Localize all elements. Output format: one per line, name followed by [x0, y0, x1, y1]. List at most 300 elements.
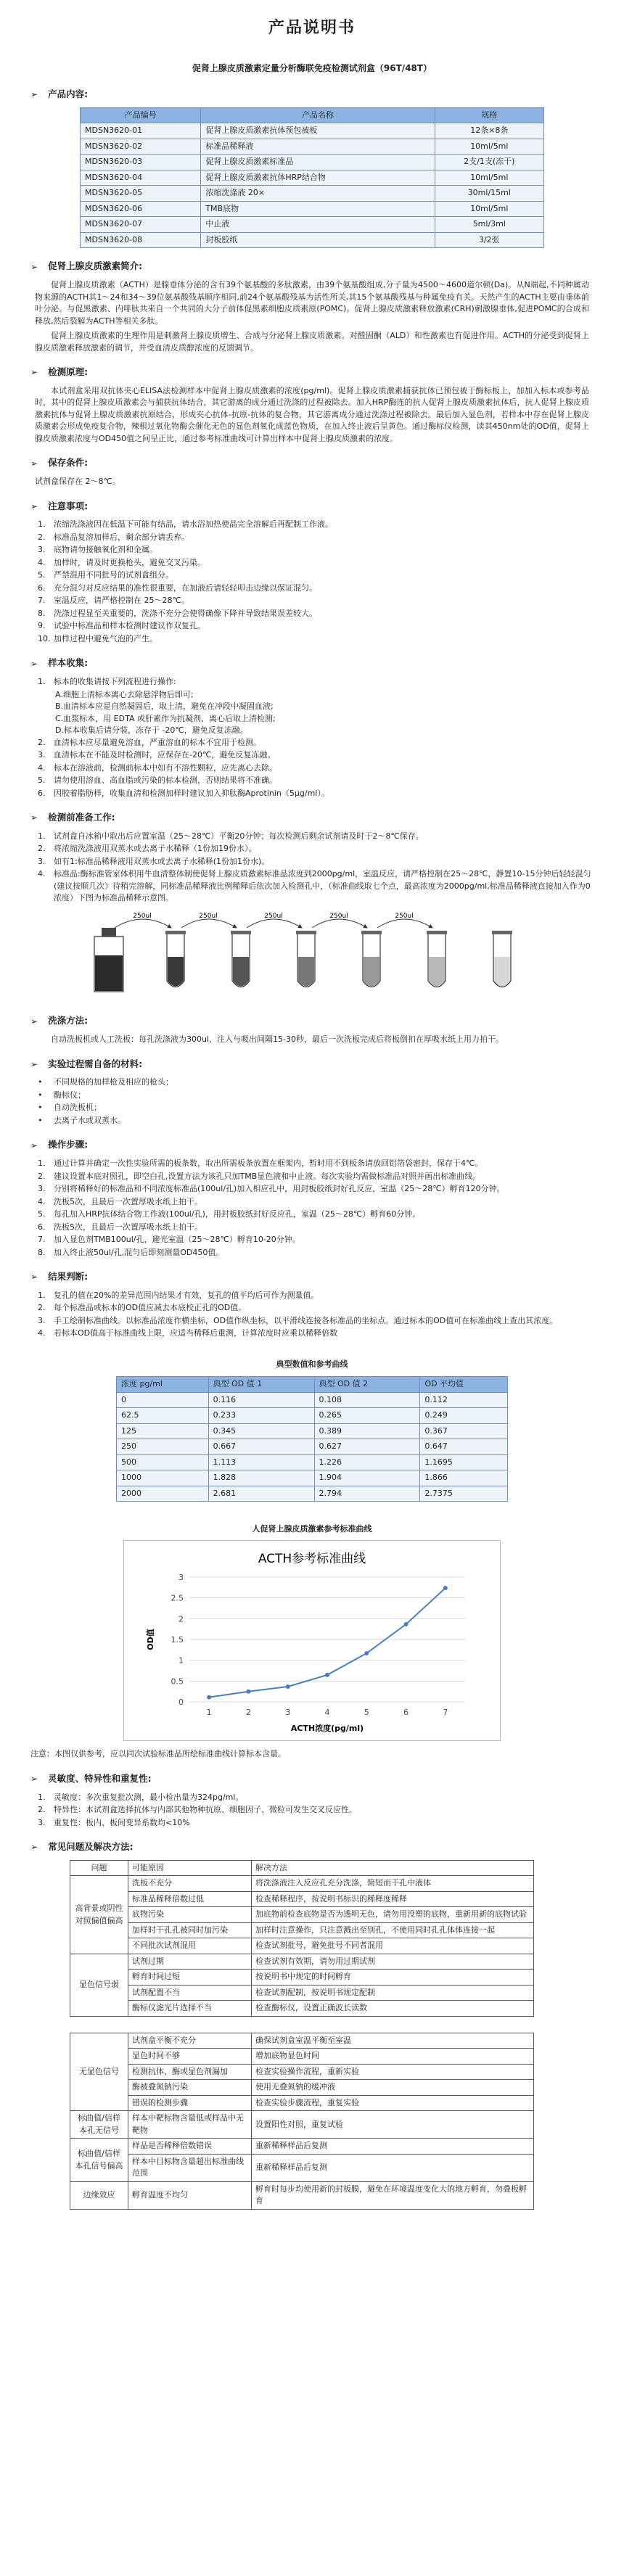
- list-number: 5.: [38, 570, 46, 580]
- list-number: 4.: [38, 1328, 46, 1338]
- table-cell: 浓缩洗涤液 20×: [201, 186, 435, 202]
- sample-list: [38, 676, 594, 688]
- table-row: [70, 1938, 534, 1954]
- list-item: [38, 569, 594, 582]
- list-number: 8.: [38, 608, 46, 618]
- transfer-volume-label: 250ul: [329, 912, 348, 920]
- problem-cell: 标曲值/信样本孔信号偏高: [70, 2139, 128, 2182]
- section-heading: ➢ 实验过程需自备的材料:: [30, 1058, 143, 1069]
- y-tick-label: 3: [178, 1572, 184, 1582]
- table-cell: 125: [117, 1423, 209, 1439]
- list-text: 洗板5次，且最后一次置厚吸水纸上拍干。: [54, 1196, 202, 1206]
- solution-cell: 检查稀释程序，按说明书标识的稀释度稀释: [252, 1891, 534, 1907]
- transfer-arrow-icon: [181, 919, 237, 928]
- list-text: 每个标准品或标本的OD值应减去本底校正孔的OD值。: [54, 1303, 247, 1313]
- cause-cell: 试剂盒平衡不充分: [128, 2033, 252, 2049]
- list-text: 每孔加入HRP抗体结合物工作液(100ul/孔)，用封板胶纸封好反应孔，室温（25～28℃）孵育60分钟。: [54, 1209, 421, 1219]
- arrow-bullet-icon: ➢: [30, 1058, 38, 1069]
- list-text: 分别将稀释好的标准品和不同浓度标准品(100ul/孔)加入相应孔中，用封板胶纸封好孔反应，室温（25～28℃）孵育120分钟。: [54, 1184, 505, 1193]
- list-text: 建议设置本底对照孔，即空白孔,设置方法为该孔只加TMB显色液和中止液。每次实验均需做标准品对照并画出标准曲线。: [54, 1171, 481, 1181]
- x-tick-label: 6: [403, 1707, 409, 1717]
- list-item: [38, 762, 594, 775]
- table-row: [70, 2181, 534, 2209]
- list-item: [38, 633, 594, 646]
- table-row: [70, 1876, 534, 1892]
- transfer-arrow-icon: [115, 919, 171, 928]
- list-item: [38, 532, 594, 544]
- arrow-bullet-icon: ➢: [30, 1272, 38, 1283]
- table-row: [81, 139, 544, 155]
- dilution-tube-icon: [492, 931, 512, 987]
- cause-cell: 错误的检测步骤: [128, 2095, 252, 2111]
- table-cell: 10ml/5ml: [435, 139, 543, 155]
- product-contents-table: [80, 107, 544, 249]
- list-number: 1.: [38, 519, 46, 530]
- section-heading: ➢ 产品内容:: [30, 89, 89, 100]
- list-item: [38, 1290, 594, 1302]
- dilution-tube-icon: [427, 931, 447, 987]
- cause-cell: 酶被叠氮钠污染: [128, 2080, 252, 2096]
- principle-paragraph: 本试剂盒采用双抗体夹心ELISA法检测样本中促肾上腺皮质激素的浓度(pg/ml)。促肾上腺皮质激素捕获抗体已预包被于酶标板上，加加入标本或参考品时，其中的促肾上腺皮质激素会与捕获抗体结合，其它游离的成分通过洗涤的过程被除去。加入HRP酶连的抗人促肾上腺皮质激素抗体后，抗人促肾上腺皮质激素抗体与促肾上腺皮质激素抗原结合，形成夹心抗体-抗原-抗体的复合物，其它游离成分通过洗涤过程被除去。最后加入显色剂，若样本中存在促肾上腺皮质激素会形成免疫复合物，辣根过氧化物酶会催化无色的显色剂氧化成蓝色物质，在加入终止液后呈黄色。通过酶标仪检测，读其450nm处的OD值，促肾上腺皮质激素浓度与OD450值之间呈正比，通过参考标准曲线可计算出样本中促肾上腺皮质激素的浓度。: [35, 385, 589, 443]
- y-tick-label: 1: [178, 1655, 184, 1666]
- list-item: 1. 标本的收集请按下列流程进行操作:: [38, 677, 176, 686]
- table-cell: 0.647: [420, 1439, 508, 1455]
- table-cell: 2.681: [208, 1486, 314, 1502]
- table-header-cell: OD 平均值: [420, 1377, 508, 1393]
- table-cell: MDSN3620-04: [81, 170, 201, 186]
- section-wash: [30, 1014, 594, 1045]
- table-cell: 1.226: [314, 1454, 420, 1470]
- sub-list-item: D.标本收集后请分装，冻存于 -20℃，避免反复冻融。: [55, 725, 248, 735]
- arrow-bullet-icon: ➢: [30, 261, 38, 272]
- list-item: [38, 788, 594, 800]
- sample-list-continued: [38, 737, 594, 800]
- arrow-bullet-icon: ➢: [30, 812, 38, 823]
- list-number: 2.: [38, 1171, 46, 1181]
- table-row: [117, 1423, 508, 1439]
- list-item: [38, 1077, 594, 1089]
- list-number: 3.: [38, 856, 46, 866]
- arrow-bullet-icon: ➢: [30, 367, 38, 378]
- list-text: 浓缩洗涤液因在低温下可能有结晶，请水浴加热使晶完全溶解后再配制工作液。: [54, 519, 333, 530]
- section-troubleshoot: [30, 1840, 594, 2210]
- section-heading: ➢ 洗涤方法:: [30, 1015, 89, 1026]
- troubleshoot-table-continued: [70, 2033, 534, 2210]
- arrow-bullet-icon: ➢: [30, 501, 38, 511]
- table-cell: 62.5: [117, 1408, 209, 1424]
- table-cell: 2.7375: [420, 1486, 508, 1502]
- list-text: 严禁混用不同批号的试剂盒组分。: [54, 570, 173, 580]
- dilution-tube-icon: [361, 931, 382, 987]
- table-cell: 促肾上腺皮质激素抗体HRP结合物: [201, 170, 435, 186]
- table-cell: 0.627: [314, 1439, 420, 1455]
- solution-cell: 设置阳性对照，重复试验: [252, 2111, 534, 2139]
- table-cell: MDSN3620-08: [81, 232, 201, 248]
- dilution-tube-icon: [296, 931, 316, 987]
- table-row: [81, 186, 544, 202]
- table-cell: 1.113: [208, 1454, 314, 1470]
- list-text: 洗板5次，且最后一次置厚吸水纸上拍干。: [54, 1222, 202, 1232]
- list-text: 若标本OD值高于标准曲线上限，应适当稀释后重测，计算浓度时应乘以稀释倍数: [54, 1328, 338, 1338]
- bullet-icon: •: [38, 1090, 43, 1100]
- table-cell: 3/2张: [435, 232, 543, 248]
- table-cell: 2.794: [314, 1486, 420, 1502]
- solution-cell: 增加底物显色时间: [252, 2049, 534, 2065]
- table-row: [70, 1891, 534, 1907]
- transfer-arrow-icon: [247, 919, 302, 928]
- dilution-tube-icon: [165, 931, 186, 987]
- list-item: [38, 544, 594, 556]
- list-text: 如有1:标准品稀释液用双蒸水或去离子水稀释(1份加1份水)。: [54, 856, 270, 866]
- list-text: 试剂盒自冰箱中取出后应置室温（25～28℃）平衡20分钟；每次检测后剩余试剂请及时于2～8℃保存。: [54, 831, 424, 841]
- list-text: 去离子水或双蒸水。: [54, 1115, 126, 1125]
- table-cell: 10ml/5ml: [435, 201, 543, 217]
- cause-cell: 酶标仪滤光片选择不当: [128, 2001, 252, 2017]
- list-text: 加样时，请及时更换枪头，避免交叉污染。: [54, 557, 205, 567]
- table-header-cell: 典型 OD 值 2: [314, 1377, 420, 1393]
- section-principle: [30, 366, 594, 445]
- solution-cell: 孵育时每步均使用新的封板膜，避免在环境温度变化大的地方孵育，勿叠板孵育: [252, 2181, 534, 2209]
- list-item: [38, 519, 594, 531]
- page-title: 产品说明书: [268, 19, 356, 37]
- table-header-cell: 规格: [435, 107, 543, 123]
- arrow-bullet-icon: ➢: [30, 1140, 38, 1151]
- section-heading: ➢ 常见问题及解决方法:: [30, 1841, 134, 1853]
- list-text: 试验中标准品和样本检测时建议作双复孔。: [54, 621, 205, 631]
- table-cell: 0.249: [420, 1408, 508, 1424]
- table-cell: 1.828: [208, 1470, 314, 1486]
- list-item: [38, 1158, 594, 1170]
- table-cell: 500: [117, 1454, 209, 1470]
- list-number: 1.: [38, 831, 46, 841]
- list-item: [38, 1234, 594, 1246]
- table-row: [70, 2154, 534, 2181]
- section-performance: [30, 1772, 594, 1829]
- materials-list: [38, 1077, 594, 1127]
- list-text: 室温反应，请严格控制在 25～28℃。: [54, 596, 189, 606]
- table-row: [70, 1922, 534, 1938]
- list-text: 自动洗板机；: [54, 1103, 102, 1113]
- table-cell: 促肾上腺皮质激素抗体预包被板: [201, 123, 435, 139]
- list-number: 3.: [38, 1817, 46, 1827]
- list-number: 6.: [38, 788, 46, 798]
- table-row: [81, 201, 544, 217]
- cause-cell: 加样时干孔孔被同时加污染: [128, 1922, 252, 1938]
- table-cell: 0.116: [208, 1392, 314, 1408]
- list-item: [38, 856, 594, 868]
- table-cell: 促肾上腺皮质激素标准品: [201, 155, 435, 170]
- list-text: 加入终止液50ul/孔,混匀后即刻测量OD450值。: [54, 1247, 224, 1257]
- table-header-cell: 产品名称: [201, 107, 435, 123]
- list-number: 2.: [38, 1303, 46, 1313]
- list-item: [38, 1804, 594, 1816]
- list-number: 2.: [38, 532, 46, 542]
- solution-cell: 检查试剂批号，避免批号不同者混用: [252, 1938, 534, 1954]
- list-item: [38, 1302, 594, 1314]
- table-cell: 30ml/15ml: [435, 186, 543, 202]
- list-text: 特异性：本试剂盒选择抗体与内部其他物种抗原、细胞因子、微粒可发生交叉反应性。: [54, 1805, 357, 1814]
- section-heading: ➢ 促肾上腺皮质激素简介:: [30, 260, 143, 272]
- table-header-cell: 可能原因: [128, 1860, 252, 1876]
- transfer-volume-label: 250ul: [264, 912, 283, 920]
- cause-cell: 显色时间不够: [128, 2049, 252, 2065]
- reference-values-table: [116, 1376, 508, 1502]
- solution-cell: 检查实验操作流程，重新实验: [252, 2064, 534, 2080]
- list-number: 5.: [38, 775, 46, 785]
- table-header-cell: 浓度 pg/ml: [117, 1377, 209, 1393]
- table-cell: MDSN3620-06: [81, 201, 201, 217]
- list-number: 2.: [38, 737, 46, 747]
- x-tick-label: 1: [206, 1707, 212, 1717]
- list-number: 5.: [38, 1209, 46, 1219]
- table-row: [117, 1454, 508, 1470]
- list-number: 9.: [38, 621, 46, 631]
- cause-cell: 孵育时间过短: [128, 1970, 252, 1986]
- table-row: [81, 170, 544, 186]
- list-item: [38, 775, 594, 787]
- table-cell: 0.233: [208, 1408, 314, 1424]
- cause-cell: 检测抗体、酶或显色剂漏加: [128, 2064, 252, 2080]
- table-row: [81, 217, 544, 233]
- list-text: 底物请勿接触氧化剂和金属。: [54, 545, 157, 555]
- list-item: [38, 843, 594, 855]
- prep-list: [38, 831, 594, 905]
- table-cell: MDSN3620-01: [81, 123, 201, 139]
- steps-list: [38, 1158, 594, 1259]
- list-text: 血清标本应尽量避免溶血，严重溶血的标本不宜用于检测。: [54, 737, 261, 747]
- problem-cell: 标曲值/信样本孔无信号: [70, 2111, 128, 2139]
- sub-list-item: A.细胞上清标本离心去除悬浮物后即可;: [55, 689, 194, 699]
- chart-svg: [124, 1541, 500, 1737]
- table-cell: MDSN3620-02: [81, 139, 201, 155]
- table-header-cell: 解决方法: [252, 1860, 534, 1876]
- table-row: [70, 1970, 534, 1986]
- solution-cell: 检查试剂配制，按说明书规定配制: [252, 1985, 534, 2001]
- list-text: 复孔的值在20%的差异范围内结果才有效，复孔的值平均后可作为测量值。: [54, 1290, 319, 1300]
- transfer-volume-label: 250ul: [395, 912, 414, 920]
- stock-bottle-icon: [94, 928, 123, 992]
- list-number: 3.: [38, 1184, 46, 1193]
- table-cell: MDSN3620-07: [81, 217, 201, 233]
- arrow-bullet-icon: ➢: [30, 89, 38, 100]
- table-header-cell: 产品编号: [81, 107, 201, 123]
- table-row: [70, 2111, 534, 2139]
- chart-title: ACTH参考标准曲线: [258, 1551, 366, 1566]
- y-axis-label: OD值: [146, 1629, 155, 1650]
- list-item: [38, 868, 594, 905]
- list-number: 6.: [38, 1222, 46, 1232]
- chart-note: 注意：本图仅供参考，应以同次试验标准品所绘标准曲线计算标本含量。: [30, 1749, 286, 1759]
- list-text: 加入显色剂TMB100ul/孔，避光室温（25～28℃）孵育10-20分钟。: [54, 1235, 300, 1244]
- y-tick-label: 0.5: [171, 1676, 184, 1687]
- transfer-volume-label: 250ul: [133, 912, 152, 920]
- arrow-bullet-icon: ➢: [30, 458, 38, 469]
- section-storage: [30, 456, 594, 487]
- data-point: [286, 1684, 290, 1689]
- list-item: [38, 620, 594, 633]
- data-point: [404, 1622, 409, 1626]
- table-row: [70, 2033, 534, 2049]
- section-heading: ➢ 灵敏度、特异性和重复性:: [30, 1772, 152, 1785]
- list-text: 重复性：板内、板间变异系数均<10%: [54, 1817, 190, 1827]
- list-text: 酶标仪；: [54, 1090, 86, 1100]
- section-cautions: [30, 500, 594, 646]
- section-heading: ➢ 样本收集:: [30, 657, 89, 669]
- performance-list: [38, 1792, 594, 1830]
- list-text: 灵敏度：多次重复批次测，最小检出量为324pg/ml。: [54, 1792, 244, 1802]
- sub-list-item: C.血浆标本，用 EDTA 或肝素作为抗凝剂，离心后取上清检测;: [55, 713, 276, 723]
- x-tick-label: 3: [285, 1707, 291, 1717]
- intro-paragraph: 促肾上腺皮质激素（ACTH）是腺垂体分泌的含有39个氨基酸的多肽激素，由39个氨基酸组成,分子量为4500～4600道尔顿(Da)。从N端起,不同种属动物来源的ACTH其1～24和34～39位氨基酸残基顺序相同,前24个氨基酸残基为活性所关,其15个氨基酸残基与种属免疫有关。天然产生的ACTH主要由垂体前叶分泌。与促黑激素、内啡肽共来自一个共同的大分子前体促黑素细胞皮质素原(POMC)。促肾上腺皮质激素释放激素(CRH)刺激腺垂体,促进POMC的合成和释放,然后裂解为ACTH等相关多肽。: [35, 280, 589, 326]
- table-row: [70, 2049, 534, 2065]
- table-row: [70, 2139, 534, 2155]
- x-axis-label: ACTH浓度(pg/ml): [290, 1723, 364, 1733]
- cause-cell: 不同批次试剂混用: [128, 1938, 252, 1954]
- list-item: [38, 1792, 594, 1804]
- data-point: [207, 1695, 211, 1699]
- arrow-bullet-icon: ➢: [30, 1016, 38, 1026]
- section-materials: [30, 1058, 594, 1127]
- dilution-tube-icon: [231, 931, 251, 987]
- cause-cell: 孵育温度不均匀: [128, 2181, 252, 2209]
- bullet-icon: •: [38, 1115, 43, 1125]
- table-header-cell: 典型 OD 值 1: [208, 1377, 314, 1393]
- table-cell: 2支/1支(冻干): [435, 155, 543, 170]
- section-heading: ➢ 检测前准备工作:: [30, 812, 115, 823]
- dilution-diagram: [74, 912, 594, 1003]
- cause-cell: 试剂过期: [128, 1954, 252, 1970]
- y-tick-label: 2.5: [171, 1593, 184, 1603]
- table-row: [70, 2064, 534, 2080]
- list-number: 4.: [38, 557, 46, 567]
- table-row: [70, 2080, 534, 2096]
- list-item: [38, 831, 594, 843]
- section-sample: [30, 657, 594, 799]
- table-cell: 2000: [117, 1486, 209, 1502]
- section-heading: ➢ 检测原理:: [30, 366, 89, 378]
- cause-cell: 底物污染: [128, 1907, 252, 1923]
- sample-sub-list: [55, 689, 594, 737]
- list-text: 标准品:酶标准管家体积用牛血清整体制使促肾上腺皮质激素标准品浓度到2000pg/ml，室温反应，请严格控制在25～28℃，静置10-15分钟后轻轻混匀(建议按顺几次）待稍完溶解，同标准品稀释液比例稀释后依次加入检测孔中，（标准曲线取七个点，最高浓度为2000pg/ml,标准品稀释液直接加入作为0浓度）下图为标准品稀释示意图。: [54, 869, 591, 903]
- list-text: 充分混匀对反应结果的准性很重要，在加液后请轻轻叩击边缘以保证混匀。: [54, 583, 317, 593]
- table-cell: 0.265: [314, 1408, 420, 1424]
- list-text: 将浓缩洗涤液用双蒸水或去离子水稀释（1份加19份水）。: [54, 844, 257, 854]
- x-tick-label: 7: [443, 1707, 448, 1717]
- table-cell: 封板胶纸: [201, 232, 435, 248]
- list-item: [38, 1171, 594, 1183]
- table-cell: 0.108: [314, 1392, 420, 1408]
- bullet-icon: •: [38, 1077, 43, 1087]
- table-header-row: [70, 1860, 534, 1876]
- list-item: [38, 595, 594, 607]
- data-point: [246, 1689, 250, 1693]
- arrow-bullet-icon: ➢: [30, 658, 38, 669]
- cause-cell: 样品是否稀释倍数错误: [128, 2139, 252, 2155]
- section-heading: ➢ 保存条件:: [30, 457, 89, 469]
- arrow-bullet-icon: ➢: [30, 1842, 38, 1853]
- arrow-bullet-icon: ➢: [30, 1774, 38, 1785]
- list-text: 洗涤过程显至关重要的，洗涤不充分会使得确像下降并导致结果误差较大。: [54, 608, 317, 618]
- table-row: [117, 1486, 508, 1502]
- list-item: [38, 583, 594, 595]
- table-row: [117, 1392, 508, 1408]
- list-number: 2.: [38, 1805, 46, 1814]
- table-cell: 0.345: [208, 1423, 314, 1439]
- table-cell: 中止液: [201, 217, 435, 233]
- list-item: [38, 1115, 594, 1127]
- list-number: 1.: [38, 1290, 46, 1300]
- transfer-arrow-icon: [312, 919, 367, 928]
- chart-caption: 人促肾上腺皮质激素参考标准曲线: [252, 1524, 372, 1534]
- table-row: [81, 232, 544, 248]
- section-results: [30, 1270, 594, 1340]
- list-number: 4.: [38, 762, 46, 773]
- list-text: 血清标本在不能及时检测时，应保存在-20℃，避免反复冻融。: [54, 750, 276, 760]
- storage-text: 试剂盒保存在 2～8℃。: [35, 477, 120, 486]
- list-text: 因胶着脂肪样，收集血清和检测加样时建议加入抑肽酶Aprotinin（5μg/ml）。: [54, 788, 329, 798]
- table-row: [70, 1985, 534, 2001]
- intro-paragraph: 促肾上腺皮质激素的生理作用是刺激肾上腺皮质增生、合成与分泌肾上腺皮质激素。对醛固酮（ALD）和性激素也有促进作用。ACTH的分泌受到促肾上腺皮质激素释放激素的调节，并受血清皮质醇浓度的反馈调节。: [35, 331, 589, 353]
- section-heading: ➢ 结果判断:: [30, 1271, 89, 1283]
- section-prep: [30, 811, 594, 1003]
- table-cell: 12条×8条: [435, 123, 543, 139]
- transfer-arrow-icon: [377, 919, 432, 928]
- list-item: [38, 557, 594, 569]
- list-number: 3.: [38, 545, 46, 555]
- section-steps: [30, 1138, 594, 1259]
- solution-cell: 加样时注意操作，只注意溅出至别孔，不使用同时孔孔体体连接一起: [252, 1922, 534, 1938]
- solution-cell: 重新稀释样品后复测: [252, 2154, 534, 2181]
- results-list: [38, 1290, 594, 1340]
- list-number: 1.: [38, 1792, 46, 1802]
- list-item: [38, 608, 594, 620]
- table-cell: TMB底物: [201, 201, 435, 217]
- table-cell: MDSN3620-05: [81, 186, 201, 202]
- table-cell: 0: [117, 1392, 209, 1408]
- list-number: 10.: [38, 633, 51, 643]
- cause-cell: 样本中目标物含量超出标准曲线范围: [128, 2154, 252, 2181]
- solution-cell: 检查试剂有效期，请勿用过期试剂: [252, 1954, 534, 1970]
- table-cell: 0.112: [420, 1392, 508, 1408]
- problem-cell: 边缘效应: [70, 2181, 128, 2209]
- section-heading: ➢ 注意事项:: [30, 500, 89, 511]
- list-item: [38, 1196, 594, 1209]
- solution-cell: 将洗涤液注入反应孔充分洗涤，简短而干孔中液体: [252, 1876, 534, 1892]
- list-item: [38, 1209, 594, 1221]
- list-text: 加样过程中避免气泡的产生。: [54, 633, 157, 643]
- list-number: 3.: [38, 1315, 46, 1325]
- problem-cell: 显色信号弱: [70, 1954, 128, 2016]
- table-cell: 1.1695: [420, 1454, 508, 1470]
- list-item: [38, 1817, 594, 1830]
- table-cell: 1.904: [314, 1470, 420, 1486]
- list-number: 4.: [38, 1196, 46, 1206]
- table-cell: 标准品稀释液: [201, 139, 435, 155]
- table-row: [70, 2001, 534, 2017]
- y-tick-label: 0: [178, 1697, 184, 1707]
- section-heading: ➢ 操作步骤:: [30, 1139, 89, 1151]
- table-cell: 0.367: [420, 1423, 508, 1439]
- transfer-volume-label: 250ul: [199, 912, 218, 920]
- table-cell: 5ml/3ml: [435, 217, 543, 233]
- list-text: 标准品复溶加样后，剩余部分请丢弃。: [54, 532, 189, 542]
- y-tick-label: 1.5: [171, 1634, 184, 1645]
- wash-text: 自动洗板机或人工洗板：每孔洗涤液为300ul，注入与吸出间隔15-30秒，最后一次洗板完成后将板倒扣在厚吸水纸上用力拍干。: [51, 1034, 504, 1044]
- solution-cell: 加底物前检查底物是否为透明无色，请勿用没塑的底物，重新用新的底物试验: [252, 1907, 534, 1923]
- list-text: 标本在溶液前，检测前标本中如有不溶性颗粒，应先离心去除。: [54, 762, 277, 773]
- cause-cell: 试剂配置不当: [128, 1985, 252, 2001]
- list-number: 6.: [38, 583, 46, 593]
